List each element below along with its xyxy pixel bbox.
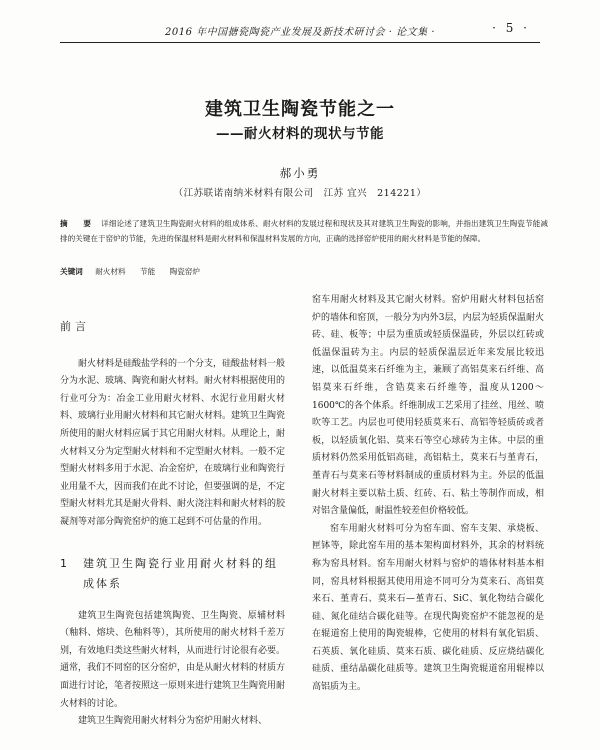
- keywords: [60, 265, 548, 279]
- running-header: 2016 年中国搪瓷陶瓷产业发展及新技术研讨会 · 论文集 ·: [164, 27, 436, 38]
- right-paragraph: 窑车用耐火材料可分为窑车面、窑车支架、承烧板、匣钵等，除此窑车用的基本架构面材料外，其余的材料统称为窑具材料。窑车用耐火材料与窑炉的墙体材料基本相同，窑具材料根据其使用用途不同可分为莫来石、高铝莫来石、堇青石、莫来石—堇青石、SiC、氧化物结合碳化硅、氮化硅结合碳化硅等。在现代陶瓷窑炉不能忽视的是在辊道窑上使用的陶瓷辊棒，它使用的材料有氧化铝质、石英质、氧化硅质、莫来石质、碳化硅质、反应烧结碳化硅质、重结晶碳化硅质等。建筑卫生陶瓷辊道窑用辊棒以高铝质为主。: [312, 523, 544, 693]
- page-number: · 5 ·: [492, 21, 530, 35]
- left-column: [60, 292, 285, 731]
- keyword: 耐火材料: [95, 267, 126, 276]
- abstract-text: 详细论述了建筑卫生陶瓷耐火材料的组成体系、耐火材料的发展过程和现状及其对建筑卫生陶瓷的影响，并指出建筑卫生陶瓷节能减排的关键在于窑炉的节能，先进的保温材料是耐火材料和保温材料发展的方向，正确的选择窑炉使用的耐火材料是节能的保障。: [60, 219, 548, 243]
- keyword: 节能: [140, 267, 156, 276]
- paper-subtitle: ——耐火材料的现状与节能: [216, 126, 384, 142]
- section-title: 建筑卫生陶瓷行业用耐火材料的组成体系: [83, 556, 278, 590]
- right-paragraph: 窑车用耐火材料及其它耐火材料。窑炉用耐火材料包括窑炉的墙体和窑顶，一般分为内外3层，内层为轻质保温耐火砖、硅、板等；中层为重质或轻质保温砖，外层以红砖或低温保温砖为主。内层的轻质保温层近年来发展比较迅速，以低温莫来石纤维为主，兼顾了高铝莫来石纤维、高铝莫来石纤维，含锆莫来石纤维等，温度从1200～1600℃的各个体系。纤维制成工艺采用了挂丝、甩丝、喷吹等工艺。内层也可使用轻质莫来石、高铝等轻质砖或者板，以轻质氧化铝、莫来石等空心球砖为主体。中层的重质材料仍然采用低铝高硅，高铝粘土，莫来石与堇青石，堇青石与莫来石等材料制成的重质材料为主。外层的低温耐火材料主要以粘土质、红砖、石、粘土等制作而成，相对铝含量偏低，耐温性较差但价格较低。: [312, 295, 544, 517]
- section-1-paragraph: 建筑卫生陶瓷包括建筑陶瓷、卫生陶瓷、原辅材料（釉料、熔块、色釉料等），其所使用的耐火材料千差万别，有效地归类这些耐火材料，从而进行讨论很有必要。通常，我们不同窑的区分窑炉，由是从耐火材料的材质方面进行讨论，笔者按照这一原则来进行建筑卫生陶瓷用耐火材料的讨论。: [60, 610, 286, 709]
- section-number: 1: [60, 556, 69, 570]
- abstract-label: 摘 要: [60, 219, 96, 228]
- header-rule: [60, 42, 540, 43]
- author-affiliation: （江苏联诺南纳米材料有限公司 江苏 宜兴 214221）: [173, 188, 427, 199]
- keywords-label: 关键词: [60, 267, 83, 276]
- preface-paragraph: 耐火材料是硅酸盐学科的一个分支，硅酸盐材料一般分为水泥、玻璃、陶瓷和耐火材料。耐火材料根据使用的行业可分为：冶金工业用耐火材料、水泥行业用耐火材料、玻璃行业用耐火材料和其它耐火材料。建筑卫生陶瓷所使用的耐火材料应属于其它用耐火材料。从理论上，耐火材料又分为定型耐火材料和不定型耐火材料。一般不定型耐火材料多用于水泥、冶金窑炉，在玻璃行业和陶瓷行业用量不大，因而我们在此不讨论，但要强调的是，不定型耐火材料尤其是耐火骨料、耐火浇注料和耐火材料的胶凝剂等对部分陶瓷窑炉的施工起到不可估量的作用。: [60, 358, 286, 527]
- author-name: 郝小勇: [279, 166, 321, 180]
- paper-title: 建筑卫生陶瓷节能之一: [205, 99, 395, 120]
- right-column: [312, 292, 544, 697]
- section-1-heading: [60, 554, 285, 594]
- keyword: 陶瓷窑炉: [169, 267, 200, 276]
- abstract: [60, 216, 548, 246]
- section-1-paragraph: 建筑卫生陶瓷用耐火材料分为窑炉用耐火材料、: [78, 716, 268, 727]
- preface-heading: 前言: [60, 320, 90, 333]
